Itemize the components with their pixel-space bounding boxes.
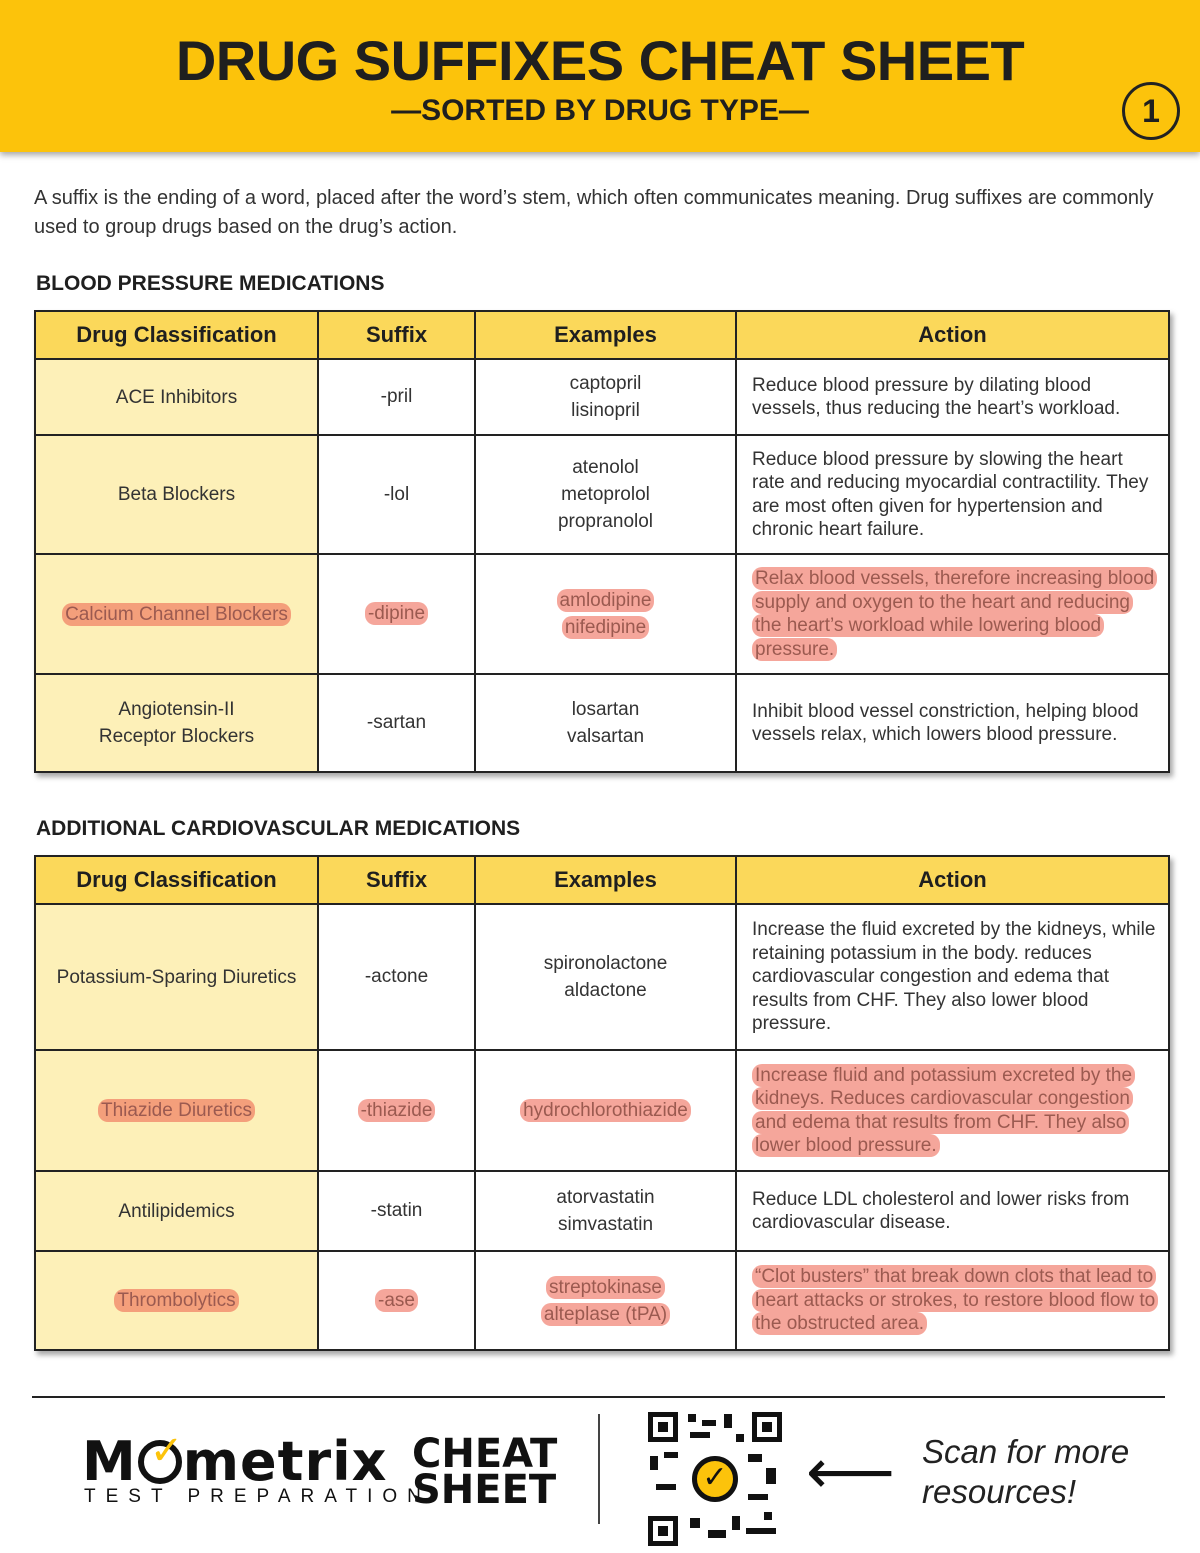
footer-rule <box>32 1396 1165 1398</box>
classification-cell <box>35 674 318 772</box>
col-header-classification: Drug Classification <box>35 856 318 904</box>
action-cell: Inhibit blood vessel constriction, helping blood vessels relax, which lowers blood pressure. <box>736 674 1169 772</box>
qr-module <box>702 1420 716 1426</box>
highlight-mark: amlodipine <box>557 589 655 612</box>
arrow-left-icon: ⟵ <box>806 1438 895 1507</box>
blood-pressure-table <box>34 310 1170 773</box>
highlight-mark: -dipine <box>365 602 428 625</box>
suffix-cell: -pril <box>318 359 475 435</box>
examples-cell <box>475 674 736 772</box>
page-number-badge: 1 <box>1122 82 1180 140</box>
example-item: captopril <box>569 373 642 394</box>
section-title-cardiovascular: ADDITIONAL CARDIOVASCULAR MEDICATIONS <box>36 817 521 840</box>
qr-module <box>748 1454 762 1462</box>
action-cell: Reduce blood pressure by slowing the heart rate and reducing myocardial contractility. They are most often given for hypertension and chronic heart failure. <box>736 435 1169 554</box>
suffix-cell <box>318 1251 475 1350</box>
highlight-mark: “Clot busters” that break down clots that lead to heart attacks or strokes, to restore blood flow to the obstructed area. <box>752 1265 1158 1335</box>
example-item <box>476 1301 735 1328</box>
qr-module <box>688 1414 696 1422</box>
classification-cell <box>35 1251 318 1350</box>
qr-module <box>708 1530 726 1538</box>
classification-line: Angiotensin-II <box>118 699 235 720</box>
cheat-sheet-wordmark <box>412 1431 558 1513</box>
highlight-mark: Calcium Channel Blockers <box>62 603 291 626</box>
section-title-blood-pressure: BLOOD PRESSURE MEDICATIONS <box>36 272 385 295</box>
example-item <box>476 1097 735 1124</box>
highlight-mark: Thrombolytics <box>114 1289 238 1312</box>
qr-module <box>732 1516 740 1530</box>
classification-cell <box>35 1050 318 1171</box>
scan-callout-line: resources! <box>922 1473 1077 1510</box>
col-header-suffix: Suffix <box>318 311 475 359</box>
classification-cell: ACE Inhibitors <box>35 359 318 435</box>
example-item: atorvastatin <box>556 1187 655 1208</box>
example-item: spironolactone <box>543 953 668 974</box>
table-row-highlighted <box>35 554 1169 674</box>
examples-cell <box>475 904 736 1050</box>
qr-module <box>748 1494 768 1500</box>
example-item <box>476 587 735 614</box>
example-item: losartan <box>571 699 640 720</box>
classification-cell: Beta Blockers <box>35 435 318 554</box>
qr-code-icon[interactable] <box>648 1412 782 1546</box>
examples-cell <box>475 1251 736 1350</box>
qr-module <box>690 1432 710 1438</box>
qr-module <box>724 1414 732 1428</box>
suffix-cell <box>318 1050 475 1171</box>
example-item: metoprolol <box>561 484 650 505</box>
suffix-cell: -lol <box>318 435 475 554</box>
example-item: lisinopril <box>571 400 640 421</box>
qr-module <box>764 1512 772 1520</box>
highlight-mark: Thiazide Diuretics <box>98 1099 255 1122</box>
wordmark-line: CHEAT <box>412 1431 558 1477</box>
example-item: propranolol <box>557 511 654 532</box>
wordmark-line: SHEET <box>412 1467 557 1513</box>
example-item: atenolol <box>572 457 639 478</box>
cardiovascular-table <box>34 855 1170 1351</box>
highlight-mark: nifedipine <box>562 616 649 639</box>
highlight-mark: alteplase (tPA) <box>541 1303 670 1326</box>
logo-text-start: M <box>82 1430 137 1493</box>
examples-cell <box>475 359 736 435</box>
classification-line: Receptor Blockers <box>98 726 255 747</box>
table-row <box>35 435 1169 554</box>
header-banner <box>0 0 1200 152</box>
qr-module <box>690 1518 700 1528</box>
logo-text-end: metrix <box>182 1430 388 1493</box>
table-row <box>35 359 1169 435</box>
suffix-cell: -sartan <box>318 674 475 772</box>
action-cell <box>736 1050 1169 1171</box>
scan-callout-line: Scan for more <box>922 1433 1130 1470</box>
qr-module <box>746 1528 776 1534</box>
classification-cell: Antilipidemics <box>35 1171 318 1251</box>
highlight-mark: -thiazide <box>358 1099 436 1122</box>
examples-cell <box>475 435 736 554</box>
examples-cell <box>475 1050 736 1171</box>
footer-divider <box>598 1414 600 1524</box>
mometrix-logo <box>82 1430 387 1493</box>
scan-callout <box>922 1432 1129 1512</box>
page-title: DRUG SUFFIXES CHEAT SHEET <box>175 29 1025 92</box>
table-row-highlighted <box>35 1050 1169 1171</box>
action-cell: Reduce LDL cholesterol and lower risks from cardiovascular disease. <box>736 1171 1169 1251</box>
example-item: valsartan <box>566 726 645 747</box>
highlight-mark: hydrochlorothiazide <box>520 1099 691 1122</box>
logo-check-icon <box>138 1440 182 1484</box>
col-header-examples: Examples <box>475 856 736 904</box>
intro-paragraph: A suffix is the ending of a word, placed after the word’s stem, which often communicates meaning. Drug suffixes are commonly used to group drugs based on the drug’s action. <box>34 187 1154 238</box>
col-header-action: Action <box>736 856 1169 904</box>
table-row-highlighted <box>35 1251 1169 1350</box>
qr-finder-mark <box>752 1412 782 1442</box>
suffix-cell <box>318 554 475 674</box>
examples-cell <box>475 554 736 674</box>
table-header-row <box>35 311 1169 359</box>
highlight-mark: streptokinase <box>546 1276 665 1299</box>
table-row <box>35 1171 1169 1251</box>
table-row <box>35 904 1169 1050</box>
qr-module <box>736 1434 744 1442</box>
col-header-examples: Examples <box>475 311 736 359</box>
check-icon: ✓ <box>692 1456 738 1502</box>
qr-finder-mark <box>648 1516 678 1546</box>
action-cell <box>736 554 1169 674</box>
example-item: aldactone <box>564 980 647 1001</box>
qr-module <box>766 1468 776 1484</box>
examples-cell <box>475 1171 736 1251</box>
example-item <box>476 614 735 641</box>
highlight-mark: Increase fluid and potassium excreted by the kidneys. Reduces cardiovascular congestion and edema that results from CHF. They also lower blood pressure. <box>752 1064 1135 1158</box>
classification-cell <box>35 554 318 674</box>
qr-finder-mark <box>648 1412 678 1442</box>
col-header-classification: Drug Classification <box>35 311 318 359</box>
suffix-cell: -statin <box>318 1171 475 1251</box>
example-item <box>476 1274 735 1301</box>
action-cell <box>736 1251 1169 1350</box>
action-cell: Increase the fluid excreted by the kidneys, while retaining potassium in the body. reduces cardiovascular congestion and edema that results from CHF. They also lower blood pressure. <box>736 904 1169 1050</box>
example-item: simvastatin <box>557 1214 654 1235</box>
table-header-row <box>35 856 1169 904</box>
highlight-mark: -ase <box>375 1289 418 1312</box>
qr-module <box>664 1452 678 1458</box>
classification-cell: Potassium-Sparing Diuretics <box>35 904 318 1050</box>
action-cell: Reduce blood pressure by dilating blood vessels, thus reducing the heart’s workload. <box>736 359 1169 435</box>
qr-module <box>656 1484 676 1490</box>
page-subtitle: —SORTED BY DRUG TYPE— <box>391 94 809 127</box>
logo-tagline: TEST PREPARATION <box>84 1486 431 1507</box>
highlight-mark: Relax blood vessels, therefore increasing blood supply and oxygen to the heart and reducing the heart’s workload while lowering blood pressure. <box>752 567 1157 661</box>
table-row <box>35 674 1169 772</box>
qr-module <box>650 1456 658 1470</box>
col-header-suffix: Suffix <box>318 856 475 904</box>
col-header-action: Action <box>736 311 1169 359</box>
suffix-cell: -actone <box>318 904 475 1050</box>
